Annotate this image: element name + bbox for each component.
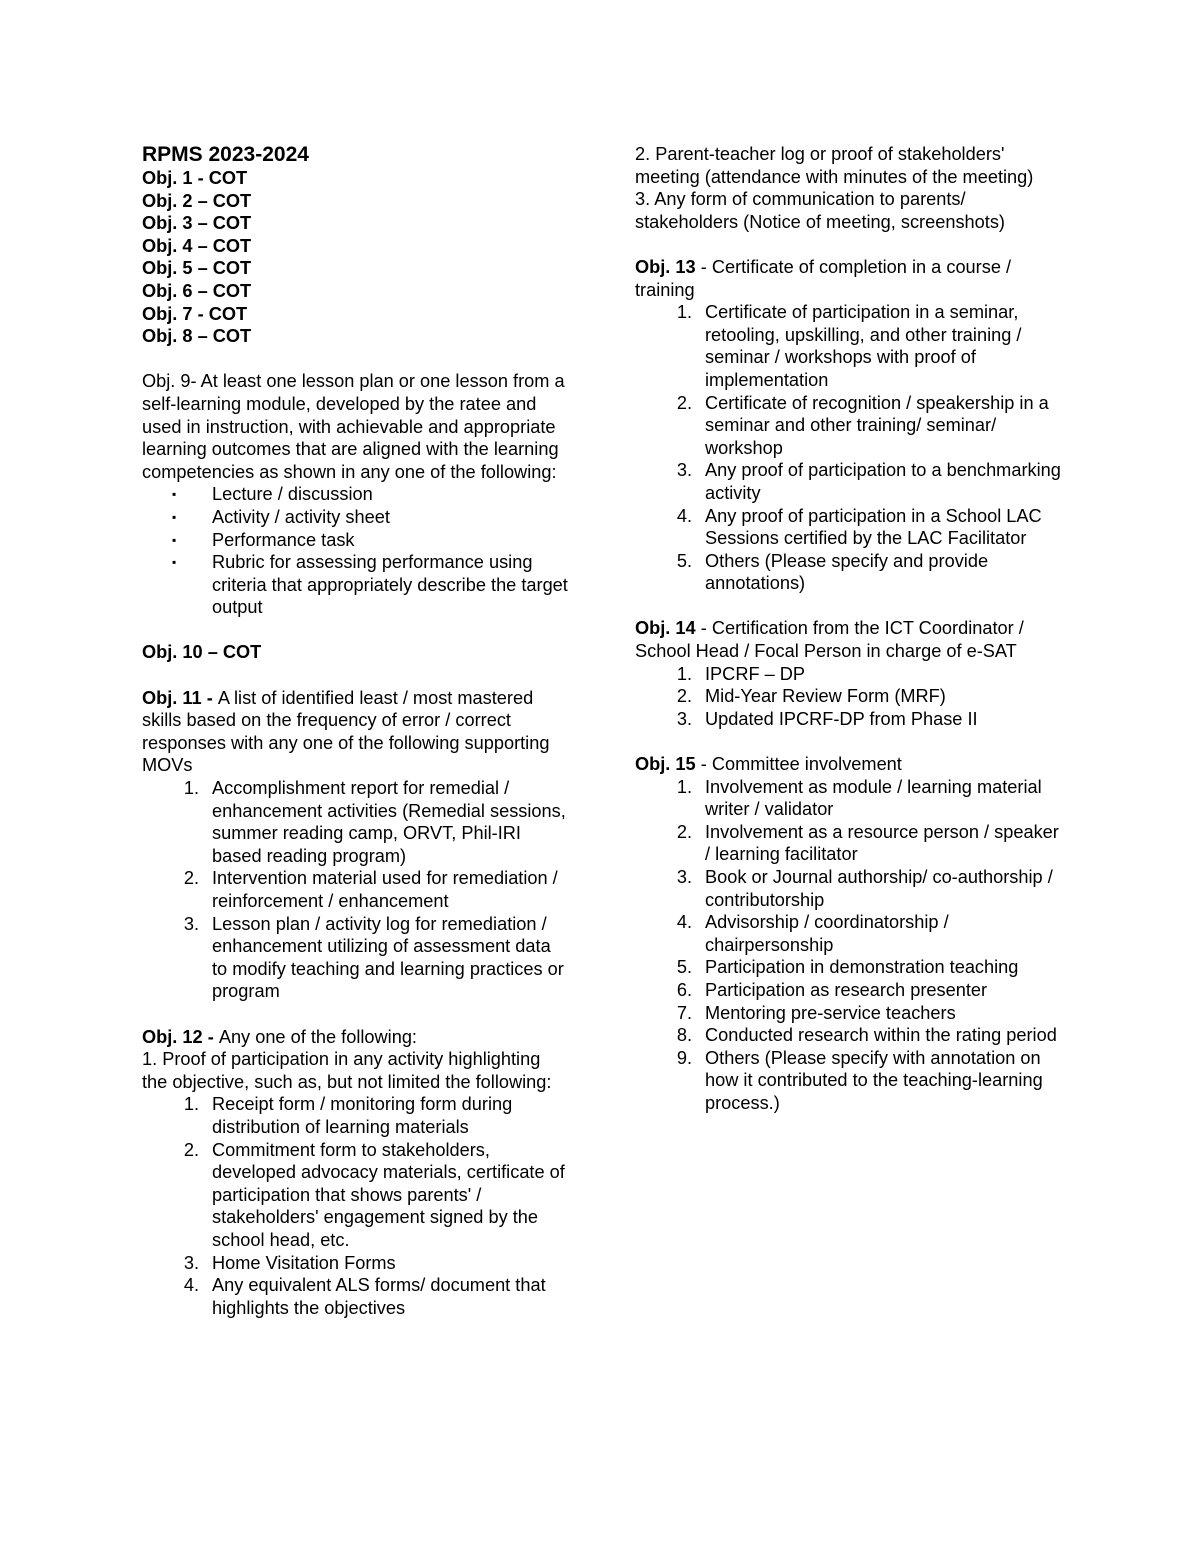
obj-11-description: Obj. 11 - A list of identified least / most mastered skills based on the frequency of error / correct responses with any one of the following supporting MOVs [142,687,550,776]
obj-12-point-3: 3. Any form of communication to parents/ stakeholders (Notice of meeting, screenshots) [635,189,1005,232]
cot-line-obj-5: Obj. 5 – COT [142,258,252,279]
list-item: 5. Participation in demonstration teaching [676,957,1019,978]
obj-11-section [142,687,570,1003]
list-item: 4. Any proof of participation in a School LAC Sessions certified by the LAC Facilitator [676,505,1042,549]
cot-line-obj-8: Obj. 8 – COT [142,326,252,347]
list-item: 3. Book or Journal authorship/ co-authorship / contributorship [676,867,1053,910]
list-item: 8. Conducted research within the rating period [676,1025,1057,1046]
cot-line-obj-2: Obj. 2 – COT [142,190,252,211]
bullet-marker: ▪ [172,555,177,570]
right-column [635,143,1065,1115]
bullet-marker: ▪ [172,509,177,524]
obj-15-label: Obj. 15 [635,754,696,775]
list-item: 4. Advisorship / coordinatorship / chairpersonship [676,912,949,955]
obj-13-heading: Obj. 13 - Certificate of completion in a course / training [635,256,1012,300]
document-title: RPMS 2023-2024 [142,143,309,166]
list-item: ▪ Activity / activity sheet [172,506,390,527]
obj-9-section [142,370,570,619]
cot-line-obj-6: Obj. 6 – COT [142,280,252,301]
obj-11-label: Obj. 11 - [142,687,218,708]
obj-13-label: Obj. 13 [635,256,696,277]
obj-15-numbered-list [635,776,1065,1115]
obj-12-point-1: 1. Proof of participation in any activity highlighting the objective, such as, but not limited the following: [142,1049,552,1092]
cot-line-obj-3: Obj. 3 – COT [142,213,252,234]
obj-15-section [635,753,1065,1115]
bullet-marker: ▪ [172,487,177,502]
list-item: 3. Any proof of participation to a benchmarking activity [676,460,1061,503]
obj-12-numbered-list [142,1093,570,1319]
obj-10-line: Obj. 10 – COT [142,642,262,663]
obj-12-section [142,1026,570,1320]
list-item: 3. Home Visitation Forms [183,1252,396,1273]
list-item: 5. Others (Please specify and provide annotations) [676,550,989,594]
list-item: 2. Mid-Year Review Form (MRF) [676,686,946,707]
list-item: ▪ Performance task [172,529,355,550]
obj-13-numbered-list [635,301,1065,595]
obj-14-numbered-list [635,663,1065,731]
list-item: 1. Involvement as module / learning material writer / validator [676,776,1042,820]
cot-line-obj-4: Obj. 4 – COT [142,235,252,256]
list-item: 3. Updated IPCRF-DP from Phase II [676,708,978,729]
obj-12-point-2: 2. Parent-teacher log or proof of stakeholders' meeting (attendance with minutes of the meeting) [635,144,1034,187]
obj-11-numbered-list [142,777,570,1003]
list-item: 4. Any equivalent ALS forms/ document that highlights the objectives [183,1275,546,1318]
obj-14-section [635,617,1065,730]
obj-12-label: Obj. 12 - [142,1026,219,1047]
list-item: 1. Accomplishment report for remedial / enhancement activities (Remedial sessions, summer reading camp, ORVT, Phil-IRI based reading program) [183,778,566,866]
obj-13-section [635,256,1065,595]
list-item: 1. Receipt form / monitoring form during distribution of learning materials [183,1094,513,1137]
left-column [142,143,570,1319]
obj-9-description: Obj. 9- At least one lesson plan or one lesson from a self-learning module, developed by the ratee and used in instruction, with achievable and appropriate learning outcomes that are aligned with the learning competencies as shown in any one of the following: [142,371,565,482]
cot-list [142,167,570,348]
list-item: ▪ Lecture / discussion [172,484,373,505]
list-item: ▪ Rubric for assessing performance using criteria that appropriately describe the target output [172,552,568,618]
obj-12-heading: Obj. 12 - Any one of the following: [142,1026,417,1047]
list-item: 2. Involvement as a resource person / speaker / learning facilitator [676,821,1059,865]
list-item: 1. Certificate of participation in a seminar, retooling, upskilling, and other training / seminar / workshops with proof of implementation [676,302,1022,390]
list-item: 2. Certificate of recognition / speakership in a seminar and other training/ seminar/ workshop [676,392,1049,458]
cot-line-obj-1: Obj. 1 - COT [142,168,248,188]
list-item: 2. Intervention material used for remediation / reinforcement / enhancement [183,868,558,911]
obj-15-heading: Obj. 15 - Committee involvement [635,754,902,775]
obj-14-heading: Obj. 14 - Certification from the ICT Coordinator / School Head / Focal Person in charge of e-SAT [635,618,1024,662]
list-item: 6. Participation as research presenter [676,979,988,1000]
list-item: 7. Mentoring pre-service teachers [676,1002,956,1023]
obj-14-label: Obj. 14 [635,618,696,639]
bullet-marker: ▪ [172,532,177,547]
list-item: 2. Commitment form to stakeholders, developed advocacy materials, certificate of participation that shows parents' / stakeholders' engagement signed by the school head, etc. [183,1139,565,1250]
obj-9-bullet-list [142,483,570,619]
cot-line-obj-7: Obj. 7 - COT [142,303,248,324]
list-item: 9. Others (Please specify with annotation on how it contributed to the teaching-learning process.) [676,1047,1043,1113]
list-item: 3. Lesson plan / activity log for remediation / enhancement utilizing of assessment data to modify teaching and learning practices or program [183,913,564,1002]
list-item: 1. IPCRF – DP [676,663,806,684]
